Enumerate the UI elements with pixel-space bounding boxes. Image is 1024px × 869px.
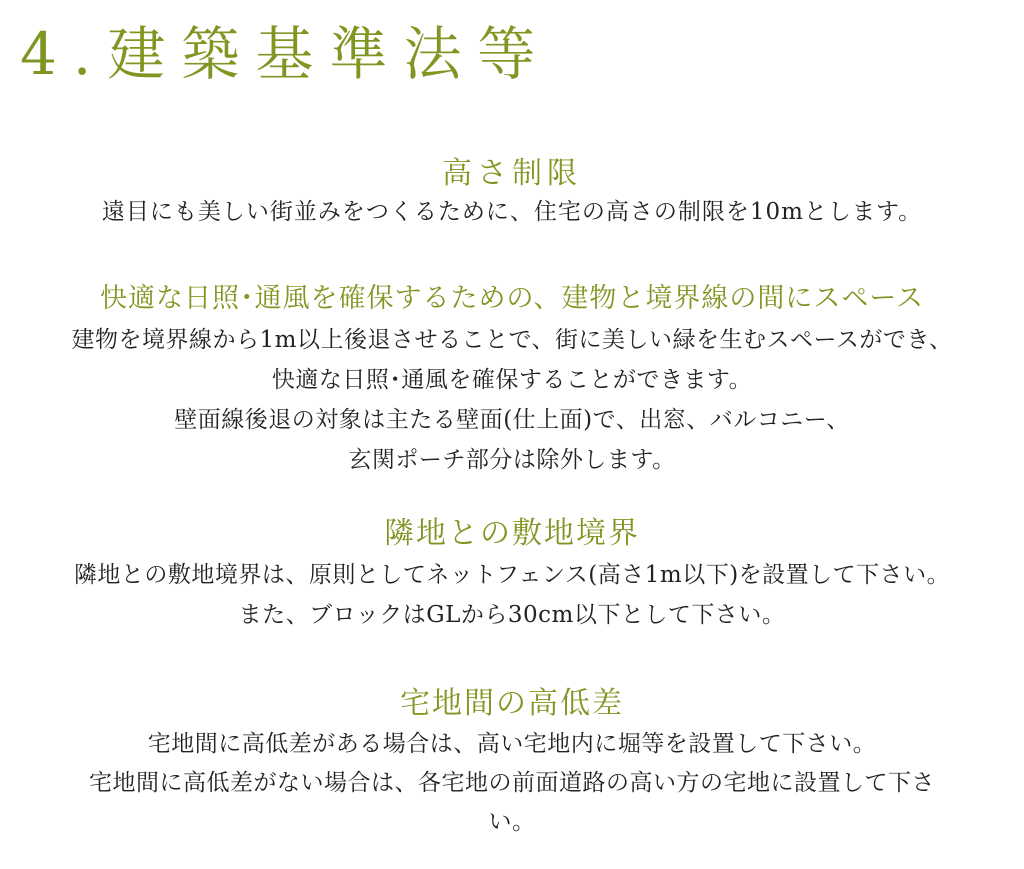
section-body-height-limit [0,195,1024,230]
paragraph-line: 建物を境界線から1m以上後退させることで、街に美しい緑を生むスペースができ、 [71,327,953,353]
paragraph-line: 遠目にも美しい街並みをつくるために、住宅の高さの制限を10mとします。 [101,199,923,225]
paragraph-line: 宅地間に高低差がない場合は、各宅地の前面道路の高い方の宅地に設置して下さ [89,770,935,796]
paragraph-line: い。 [488,809,536,835]
section-setback-space [0,278,1024,480]
paragraph-line: 宅地間に高低差がある場合は、高い宅地内に堀等を設置して下さい。 [147,731,877,757]
paragraph-line: また、ブロックはGLから30cm以下として下さい。 [238,602,786,628]
section-heading-height-limit: 高さ制限 [442,156,582,191]
section-body-boundary [0,555,1024,635]
section-heading-setback-space: 快適な日照･通風を確保するための、建物と境界線の間にスペース [99,283,925,314]
section-body-height-difference [0,725,1024,842]
section-boundary [0,513,1024,635]
section-height-difference [0,683,1024,842]
paragraph-line: 玄関ポーチ部分は除外します。 [348,447,676,473]
paragraph-line: 隣地との敷地境界は、原則としてネットフェンス(高さ1m以下)を設置して下さい。 [73,562,951,588]
page-title: 4.建築基準法等 [20,20,552,88]
section-heading-height-difference: 宅地間の高低差 [400,686,624,721]
paragraph-line: 快適な日照･通風を確保することができます。 [271,367,753,393]
section-body-setback-space [0,320,1024,480]
section-heading-boundary: 隣地との敷地境界 [384,516,640,551]
paragraph-line: 壁面線後退の対象は主たる壁面(仕上面)で、出窓、バルコニー、 [174,407,850,433]
section-height-limit [0,153,1024,230]
